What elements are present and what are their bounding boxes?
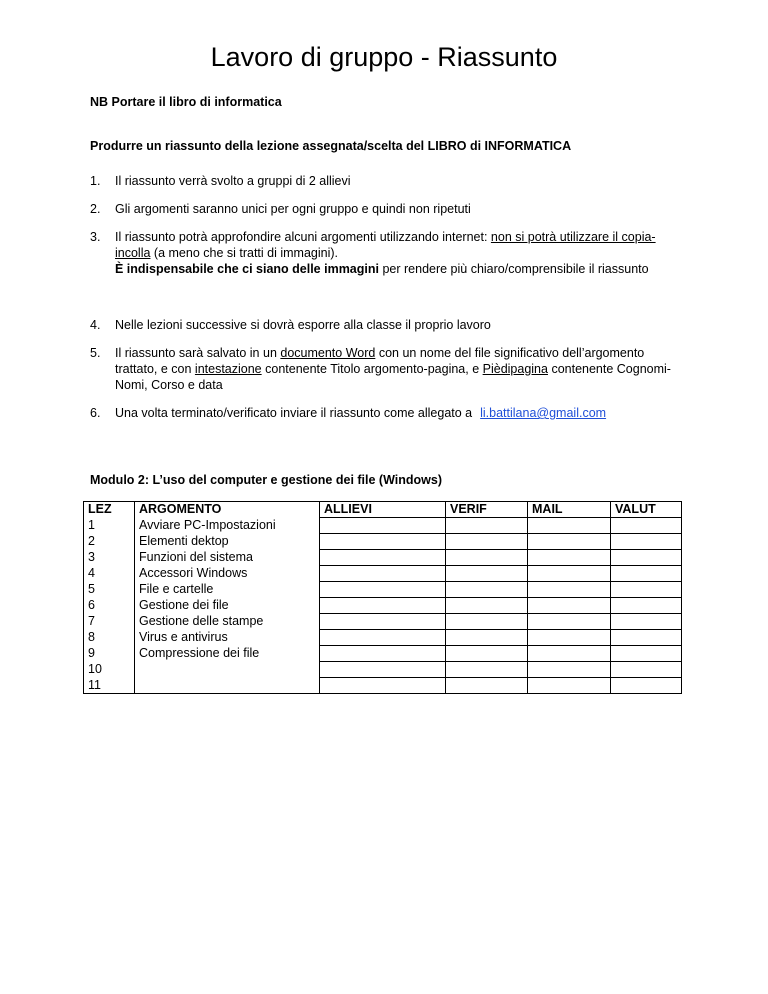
table-row [84,518,682,534]
valut-cell[interactable] [611,678,682,694]
verif-cell[interactable] [446,550,528,566]
allievi-cell[interactable] [320,630,446,646]
rule-text: contenente Titolo argomento-pagina, e [261,362,483,376]
rule-text: con un nome del file significativo dell’argomento trattato, e con [115,346,645,376]
table-row [84,566,682,582]
table-row [84,550,682,566]
allievi-cell[interactable] [320,662,446,678]
verif-cell[interactable] [446,678,528,694]
table-header-row [84,502,682,518]
valut-cell[interactable] [611,534,682,550]
rule-text: Il riassunto sarà salvato in un [115,346,281,360]
valut-cell[interactable] [611,614,682,630]
valut-cell[interactable] [611,598,682,614]
mail-cell[interactable] [528,598,611,614]
table-row [84,598,682,614]
rule-underlined-text: Piѐdipagina [482,362,548,376]
lez-header: LEZ [84,502,135,518]
rule-item [90,201,680,217]
rule-item [90,229,680,277]
rule-text: Una volta terminato/verificato inviare il riassunto come allegato a [115,406,473,420]
rule-number: 4. [90,318,101,332]
argomento-cell: Avviare PC-Impostazioni [135,518,320,534]
allievi-cell[interactable] [320,646,446,662]
rule-text: (a meno che si tratti di immagini). [150,246,338,260]
rule-number: 1. [90,174,101,188]
allievi-cell[interactable] [320,518,446,534]
lez-cell: 4 [84,566,135,582]
valut-cell[interactable] [611,518,682,534]
table-row [84,678,682,694]
lez-cell: 6 [84,598,135,614]
lez-cell: 1 [84,518,135,534]
argomento-cell [135,678,320,694]
rule-item [90,173,680,189]
allievi-cell[interactable] [320,678,446,694]
lez-cell: 2 [84,534,135,550]
argomento-cell: Elementi dektop [135,534,320,550]
mail-cell[interactable] [528,678,611,694]
table-row [84,630,682,646]
argomento-header: ARGOMENTO [135,502,320,518]
rule-text: Il riassunto potrà approfondire alcuni argomenti utilizzando internet: [115,230,491,244]
allievi-cell[interactable] [320,550,446,566]
argomento-cell: Gestione delle stampe [135,614,320,630]
rule-text: contenente Cognomi-Nomi, Corso e data [115,362,671,392]
rule-text: Il riassunto verrà svolto a gruppi di 2 allievi [115,174,351,188]
table-row [84,534,682,550]
verif-cell[interactable] [446,534,528,550]
argomento-cell: Gestione dei file [135,598,320,614]
lez-cell: 3 [84,550,135,566]
lez-cell: 5 [84,582,135,598]
argomento-cell: Accessori Windows [135,566,320,582]
valut-cell[interactable] [611,662,682,678]
mail-cell[interactable] [528,614,611,630]
lessons-table [83,501,682,694]
rule-number: 6. [90,406,101,420]
rule-text: Nelle lezioni successive si dovrà esporre alla classe il proprio lavoro [115,318,491,332]
valut-cell[interactable] [611,646,682,662]
allievi-cell[interactable] [320,614,446,630]
allievi-cell[interactable] [320,534,446,550]
rule-item [90,405,680,421]
mail-cell[interactable] [528,518,611,534]
valut-cell[interactable] [611,630,682,646]
verif-cell[interactable] [446,614,528,630]
verif-cell[interactable] [446,582,528,598]
verif-cell[interactable] [446,630,528,646]
mail-cell[interactable] [528,646,611,662]
mail-header: MAIL [528,502,611,518]
module-heading: Modulo 2: L’uso del computer e gestione dei file (Windows) [90,473,442,487]
allievi-cell[interactable] [320,598,446,614]
allievi-cell[interactable] [320,582,446,598]
allievi-header: ALLIEVI [320,502,446,518]
argomento-cell: Compressione dei file [135,646,320,662]
argomento-cell: File e cartelle [135,582,320,598]
rules-list [90,173,680,421]
rule-underlined-text: intestazione [194,362,262,376]
rule-text: Gli argomenti saranno unici per ogni gruppo e quindi non ripetuti [115,202,471,216]
rule-underlined-text: non si potrà utilizzare il copia-incolla [115,230,656,260]
rule-number: 5. [90,346,101,360]
mail-cell[interactable] [528,582,611,598]
verif-cell[interactable] [446,518,528,534]
mail-cell[interactable] [528,534,611,550]
rule-item [90,345,680,393]
argomento-cell: Funzioni del sistema [135,550,320,566]
lez-cell: 11 [84,678,135,694]
lez-cell: 10 [84,662,135,678]
intro-heading: Produrre un riassunto della lezione assegnata/scelta del LIBRO di INFORMATICA [90,139,572,153]
lez-cell: 8 [84,630,135,646]
rule-number: 2. [90,202,101,216]
valut-header: VALUT [611,502,682,518]
mail-cell[interactable] [528,550,611,566]
verif-header: VERIF [446,502,528,518]
table-row [84,614,682,630]
table-row [84,582,682,598]
email-link[interactable]: li.battilana@gmail.com [480,406,607,420]
verif-cell[interactable] [446,646,528,662]
lez-cell: 7 [84,614,135,630]
argomento-cell [135,662,320,678]
verif-cell[interactable] [446,598,528,614]
rule-bold-text: È indispensabile che ci siano delle immagini [115,262,379,276]
rule-underlined-text: documento Word [280,346,376,360]
argomento-cell: Virus e antivirus [135,630,320,646]
mail-cell[interactable] [528,630,611,646]
table-row [84,646,682,662]
note-line: NB Portare il libro di informatica [90,95,282,109]
table-row [84,662,682,678]
allievi-cell[interactable] [320,566,446,582]
rule-item [90,317,680,333]
rule-number: 3. [90,230,101,244]
mail-cell[interactable] [528,566,611,582]
valut-cell[interactable] [611,550,682,566]
rule-text: per rendere più chiaro/comprensibile il riassunto [378,262,649,276]
verif-cell[interactable] [446,566,528,582]
valut-cell[interactable] [611,582,682,598]
verif-cell[interactable] [446,662,528,678]
lez-cell: 9 [84,646,135,662]
mail-cell[interactable] [528,662,611,678]
page-title: Lavoro di gruppo - Riassunto [210,42,558,72]
valut-cell[interactable] [611,566,682,582]
